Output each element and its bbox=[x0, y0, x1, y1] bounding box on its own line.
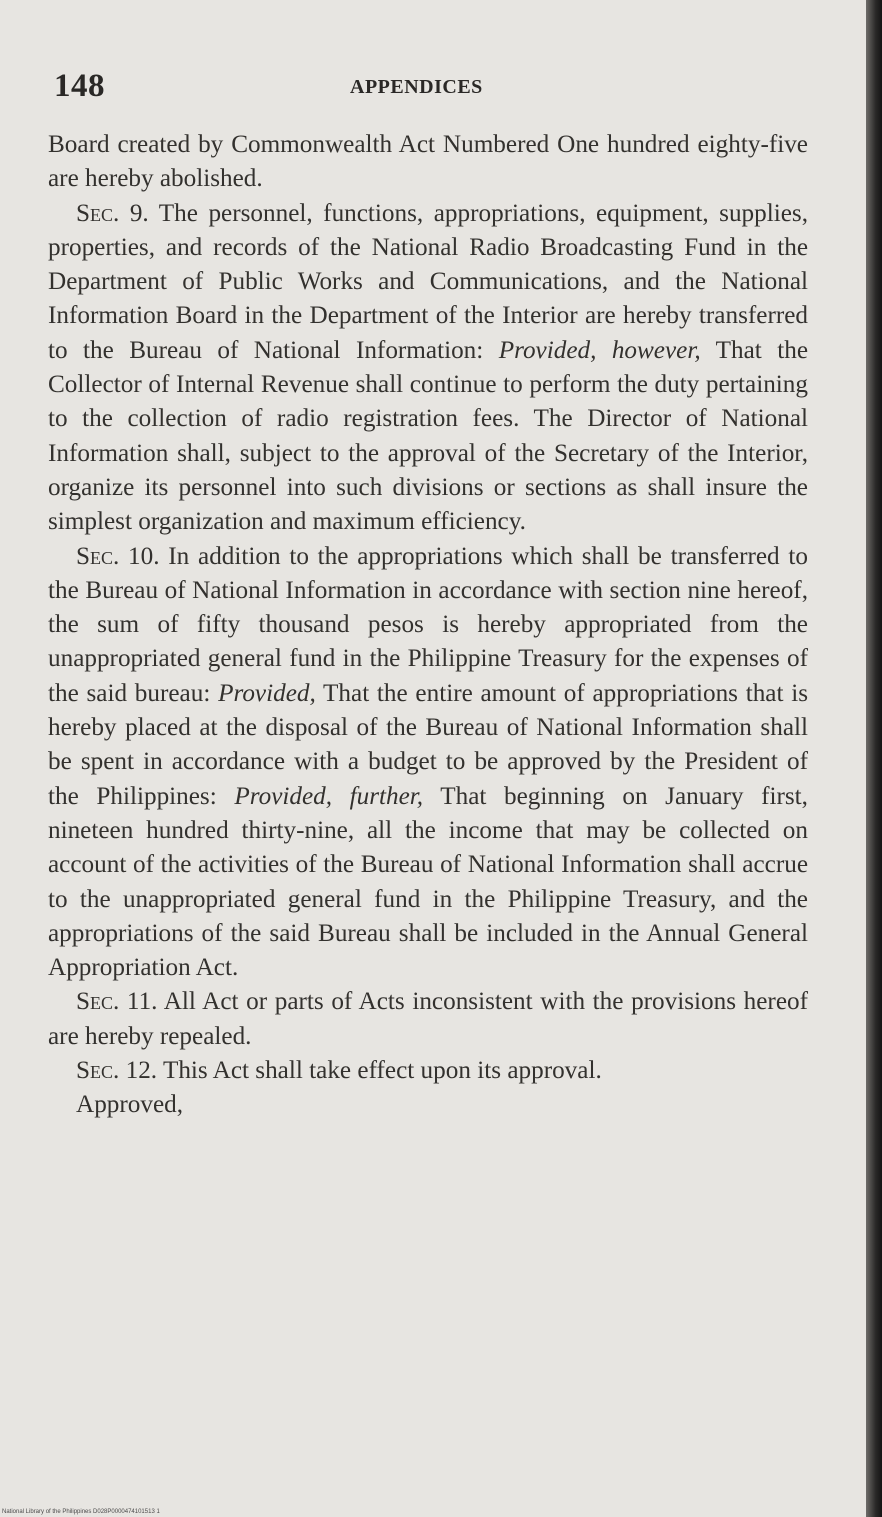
page-header bbox=[54, 68, 814, 108]
section-12-label: Sec. 12. bbox=[76, 1057, 158, 1085]
body-text bbox=[48, 128, 808, 1123]
section-10-text-1: In addition to the appropriations which shall be transferred to the Bureau of National Information in accordance with section nine hereof, the sum of fifty thousand pesos is hereby appropriated from the unappropriated general fund in the Philippine Treasury for the expenses of the said bureau: bbox=[48, 542, 808, 707]
paragraph-continuation-text: Board created by Commonwealth Act Numbered One hundred eighty-five are hereby abolished. bbox=[48, 131, 808, 193]
section-10-proviso-2: Provided, further, bbox=[234, 782, 424, 810]
section-12 bbox=[48, 1054, 808, 1088]
section-9-label: Sec. 9. bbox=[76, 199, 149, 227]
section-10-label: Sec. 10. bbox=[76, 542, 160, 570]
section-12-text: This Act shall take effect upon its approval. bbox=[162, 1057, 602, 1085]
section-11 bbox=[48, 985, 808, 1054]
binding-edge bbox=[866, 0, 882, 1517]
section-10-text-2: That the entire amount of appropriations that is hereby placed at the disposal of the Bureau of National Information shall be spent in accordance with a budget to be approved by the President of the Philippines: bbox=[48, 679, 809, 810]
section-11-text: All Act or parts of Acts inconsistent with the provisions hereof are hereby repealed. bbox=[48, 988, 808, 1050]
approved-line: Approved, bbox=[76, 1091, 184, 1119]
section-10-proviso-1: Provided, bbox=[218, 679, 316, 707]
section-10 bbox=[48, 540, 808, 986]
section-9-text-2: That the Collector of Internal Revenue shall continue to perform the duty pertaining to the collection of radio registration fees. The Director of National Information shall, subject to the approval of the Secretary of the Interior, organize its personnel into such divisions or sections as shall insure the simplest organization and maximum efficiency. bbox=[48, 336, 808, 536]
section-10-text-3: That beginning on January first, nineteen hundred thirty-nine, all the income that may be collected on account of the activities of the Bureau of National Information shall accrue to the unappropriated general fund in the Philippine Treasury, and the appropriations of the said Bureau shall be included in the Annual General Appropriation Act. bbox=[48, 782, 808, 982]
page-number: 148 bbox=[54, 68, 105, 104]
section-9-proviso: Provided, however, bbox=[498, 336, 701, 364]
section-9-text-1: The personnel, functions, appropriations, equipment, supplies, properties, and records of the National Radio Broadcasting Fund in the Department of Public Works and Communications, and the National Information Board in the Department of the Interior are hereby transferred to the Bureau of National Information: bbox=[48, 199, 809, 364]
scan-credit: National Library of the Philippines D028P0000474101513 1 bbox=[2, 1509, 160, 1515]
section-11-label: Sec. 11. bbox=[76, 988, 158, 1016]
paragraph-continuation bbox=[48, 128, 808, 197]
running-head: APPENDICES bbox=[350, 76, 483, 98]
section-9 bbox=[48, 197, 808, 540]
